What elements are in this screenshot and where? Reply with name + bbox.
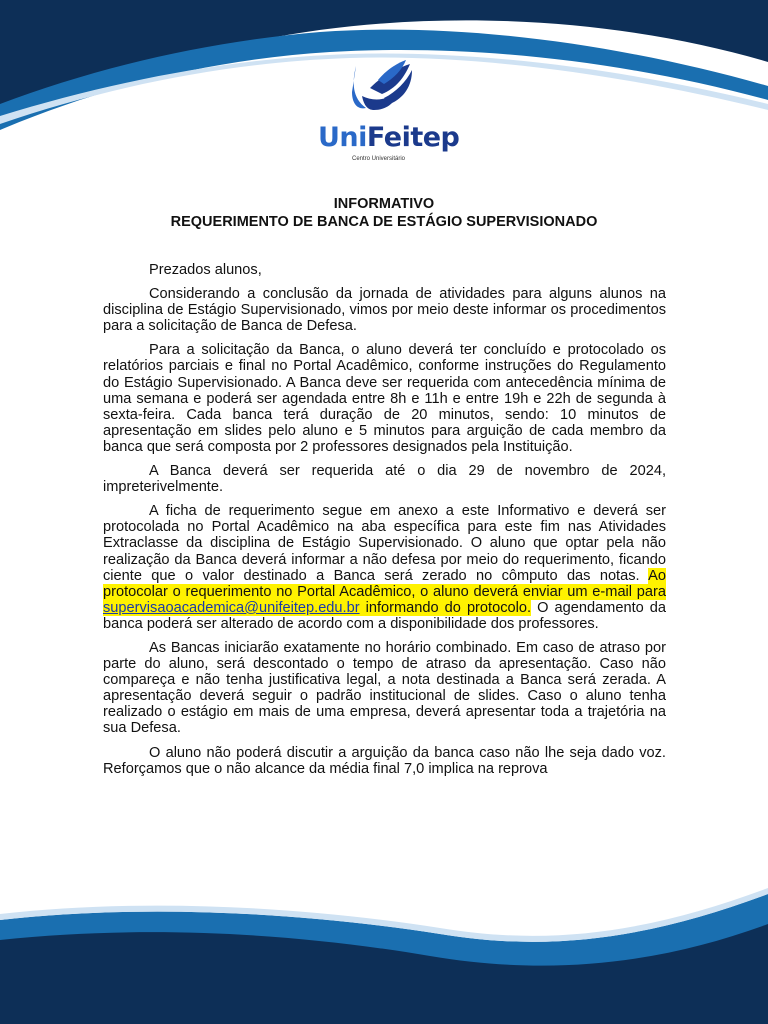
logo-mark-icon [300,58,470,128]
document-header [0,195,768,231]
paragraph-4-text: A ficha de requerimento segue em anexo a este Informativo e deverá ser protocolada no Portal Acadêmico na aba específica para este fim nas Atividades Extraclasse da disciplina de Estágio Supervisionado. O aluno que optar pela não realização da Banca deverá informar a não defesa por meio do requerimento, ficando ciente que o valor destinado a Banca será zerado no cômputo das notas. [103,503,666,584]
logo-subtitle: Centro Universitário [352,156,406,162]
document-subtitle: REQUERIMENTO DE BANCA DE ESTÁGIO SUPERVISIONADO [170,214,598,230]
highlight-text-b: informando do protocolo. [365,599,532,616]
highlight-text-a: Ao protocolar o requerimento no Portal Acadêmico, o aluno deverá enviar um e-mail para [103,567,666,600]
logo-wordmark [318,122,459,153]
document-title: INFORMATIVO [333,196,435,212]
email-link[interactable]: supervisaoacademica@unifeitep.edu.br [103,599,360,616]
paragraph-5: As Bancas iniciarão exatamente no horário combinado. Em caso de atraso por parte do aluno, será descontado o tempo de atraso da apresentação. Caso não compareça e não tenha justificativa legal, a nota destinada a Banca será zerada. A apresentação deverá seguir o padrão institucional de slides. Caso o aluno tenha realizado o estágio em mais de uma empresa, deverá apresentar toda a trajetória na sua Defesa. [103,639,666,737]
logo-brand-uni: Uni [318,122,367,153]
unifeitep-logo [300,58,470,168]
paragraph-4-tail: O agendamento da banca poderá ser alterado de acordo com a disponibilidade dos professores. [103,599,667,632]
paragraph-6: O aluno não poderá discutir a arguição da banca caso não lhe seja dado voz. Reforçamos que o não alcance da média final 7,0 implica na reprova [103,744,666,777]
paragraph-2: Para a solicitação da Banca, o aluno deverá ter concluído e protocolado os relatórios parciais e final no Portal Acadêmico, conforme instruções do Regulamento do Estágio Supervisionado. A Banca deve ser requerida com antecedência mínima de uma semana e poderá ser agendada entre 8h e 11h e entre 19h e 22h de segunda à sexta-feira. Cada banca terá duração de 20 minutos, sendo: 10 minutos de apresentação em slides pelo aluno e 5 minutos para arguição de cada membro da banca que será composta por 2 professores designados pela Instituição. [103,342,666,455]
paragraph-3: A Banca deverá ser requerida até o dia 29 de novembro de 2024, impreterivelmente. [103,463,666,496]
footer-wave-decoration [0,874,768,1024]
paragraph-4 [103,503,666,632]
logo-brand-feitep: Feitep [366,122,460,153]
greeting: Prezados alunos, [149,262,262,278]
paragraph-1: Considerando a conclusão da jornada de atividades para alguns alunos na disciplina de Estágio Supervisionado, vimos por meio deste informar os procedimentos para a solicitação de Banca de Defesa. [103,286,666,335]
document-body [103,262,666,785]
